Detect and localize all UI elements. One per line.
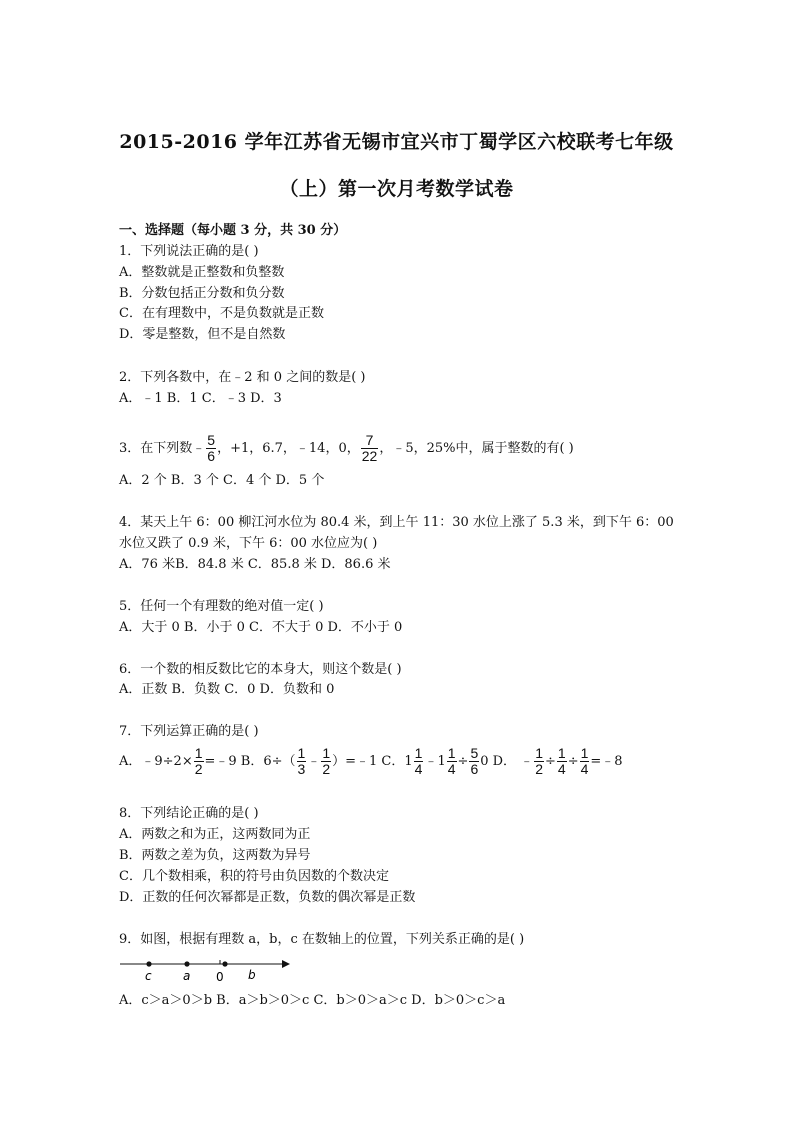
fraction: $\frac{1}{2}$ [194, 745, 203, 777]
section-heading: 一、选择题（每小题 3 分，共 30 分） [119, 223, 347, 238]
q3-stem-mid: ，+1，6.7，﹣14，0， [217, 441, 360, 456]
q7-c-mid2: ÷ [457, 754, 469, 769]
q4-stem-line2: 水位又跌了 0.9 米，下午 6：00 水位应为( ) [119, 536, 378, 551]
fraction: $\frac{5}{6}$ [207, 432, 216, 464]
fraction: $\frac{1}{4}$ [557, 745, 566, 777]
fraction: $\frac{1}{4}$ [580, 745, 589, 777]
q7-a-post: =﹣9 B．6÷（ [204, 754, 296, 769]
q4-stem-line1: 4．某天上午 6：00 柳江河水位为 80.4 米，到上午 11：30 水位上涨了 5.3 米，到下午 6：00 [119, 515, 674, 530]
q9-options: A．c＞a＞0＞b B．a＞b＞0＞c C．b＞0＞a＞c D．b＞0＞c＞a [119, 993, 506, 1008]
q7-c-mid: ﹣1 [424, 754, 446, 769]
fraction: $\frac{5}{6}$ [470, 745, 479, 777]
arrow-icon [282, 960, 290, 968]
fraction: $\frac{1}{2}$ [322, 745, 331, 777]
q1-stem: 1．下列说法正确的是( ) [119, 244, 259, 259]
q1-option-b: B．分数包括正分数和负分数 [119, 286, 285, 301]
q5-options: A．大于 0 B．小于 0 C．不大于 0 D．不小于 0 [119, 620, 403, 635]
q2-options: A．﹣1 B．1 C．﹣3 D．3 [119, 391, 282, 406]
label-c: c [145, 969, 152, 983]
point-a [184, 961, 189, 966]
q3-stem-pre: 3．在下列数﹣ [119, 441, 206, 456]
fraction: $\frac{1}{2}$ [535, 745, 543, 777]
point-c [146, 961, 151, 966]
page-title-line1: 2015-2016 学年江苏省无锡市宜兴市丁蜀学区六校联考七年级 [119, 131, 674, 153]
q2-stem: 2．下列各数中，在﹣2 和 0 之间的数是( ) [119, 370, 366, 385]
fraction: $\frac{1}{3}$ [297, 745, 306, 777]
q3-options: A．2 个 B．3 个 C．4 个 D．5 个 [119, 473, 325, 488]
fraction: $\frac{1}{4}$ [414, 745, 423, 777]
q9-stem: 9．如图，根据有理数 a，b，c 在数轴上的位置，下列关系正确的是( ) [119, 932, 525, 947]
q1-option-d: D．零是整数，但不是自然数 [119, 327, 286, 342]
page-title-line2: （上）第一次月考数学试卷 [279, 178, 514, 200]
q8-option-a: A．两数之和为正，这两数同为正 [119, 827, 311, 842]
q7-a-pre: A．﹣9÷2× [119, 754, 193, 769]
q7-c-post: 0 D． ﹣ [480, 754, 534, 769]
q8-option-d: D．正数的任何次幂都是正数，负数的偶次幂是正数 [119, 890, 416, 905]
q8-option-c: C．几个数相乘，积的符号由负因数的个数决定 [119, 869, 389, 884]
q7-stem: 7．下列运算正确的是( ) [119, 724, 259, 739]
q8-stem: 8．下列结论正确的是( ) [119, 806, 259, 821]
point-b [222, 961, 227, 966]
fraction: $\frac{1}{4}$ [447, 745, 456, 777]
q1-option-c: C．在有理数中，不是负数就是正数 [119, 306, 324, 321]
fraction: $\frac{7}{22}$ [361, 432, 378, 464]
q7-d-post: =﹣8 [590, 754, 623, 769]
label-0: 0 [216, 970, 224, 984]
q7-b-post: ）=﹣1 C．1 [332, 754, 413, 769]
label-a: a [183, 969, 191, 983]
q3-stem-post: ，﹣5，25%中，属于整数的有( ) [379, 441, 574, 456]
q7-options [119, 746, 623, 777]
q6-stem: 6．一个数的相反数比它的本身大，则这个数是( ) [119, 662, 402, 677]
label-b: b [248, 968, 256, 982]
q7-d-mid2: ÷ [567, 754, 579, 769]
q4-options: A．76 米B．84.8 米 C．85.8 米 D．86.6 米 [119, 557, 391, 572]
q6-options: A．正数 B．负数 C．0 D．负数和 0 [119, 682, 335, 697]
number-line [118, 955, 298, 985]
q8-option-b: B．两数之差为负，这两数为异号 [119, 848, 311, 863]
q1-option-a: A．整数就是正整数和负整数 [119, 265, 285, 280]
q5-stem: 5．任何一个有理数的绝对值一定( ) [119, 599, 324, 614]
q7-b-mid: ﹣ [307, 754, 321, 769]
q7-d-mid: ÷ [545, 754, 556, 769]
q3-stem [119, 433, 574, 464]
